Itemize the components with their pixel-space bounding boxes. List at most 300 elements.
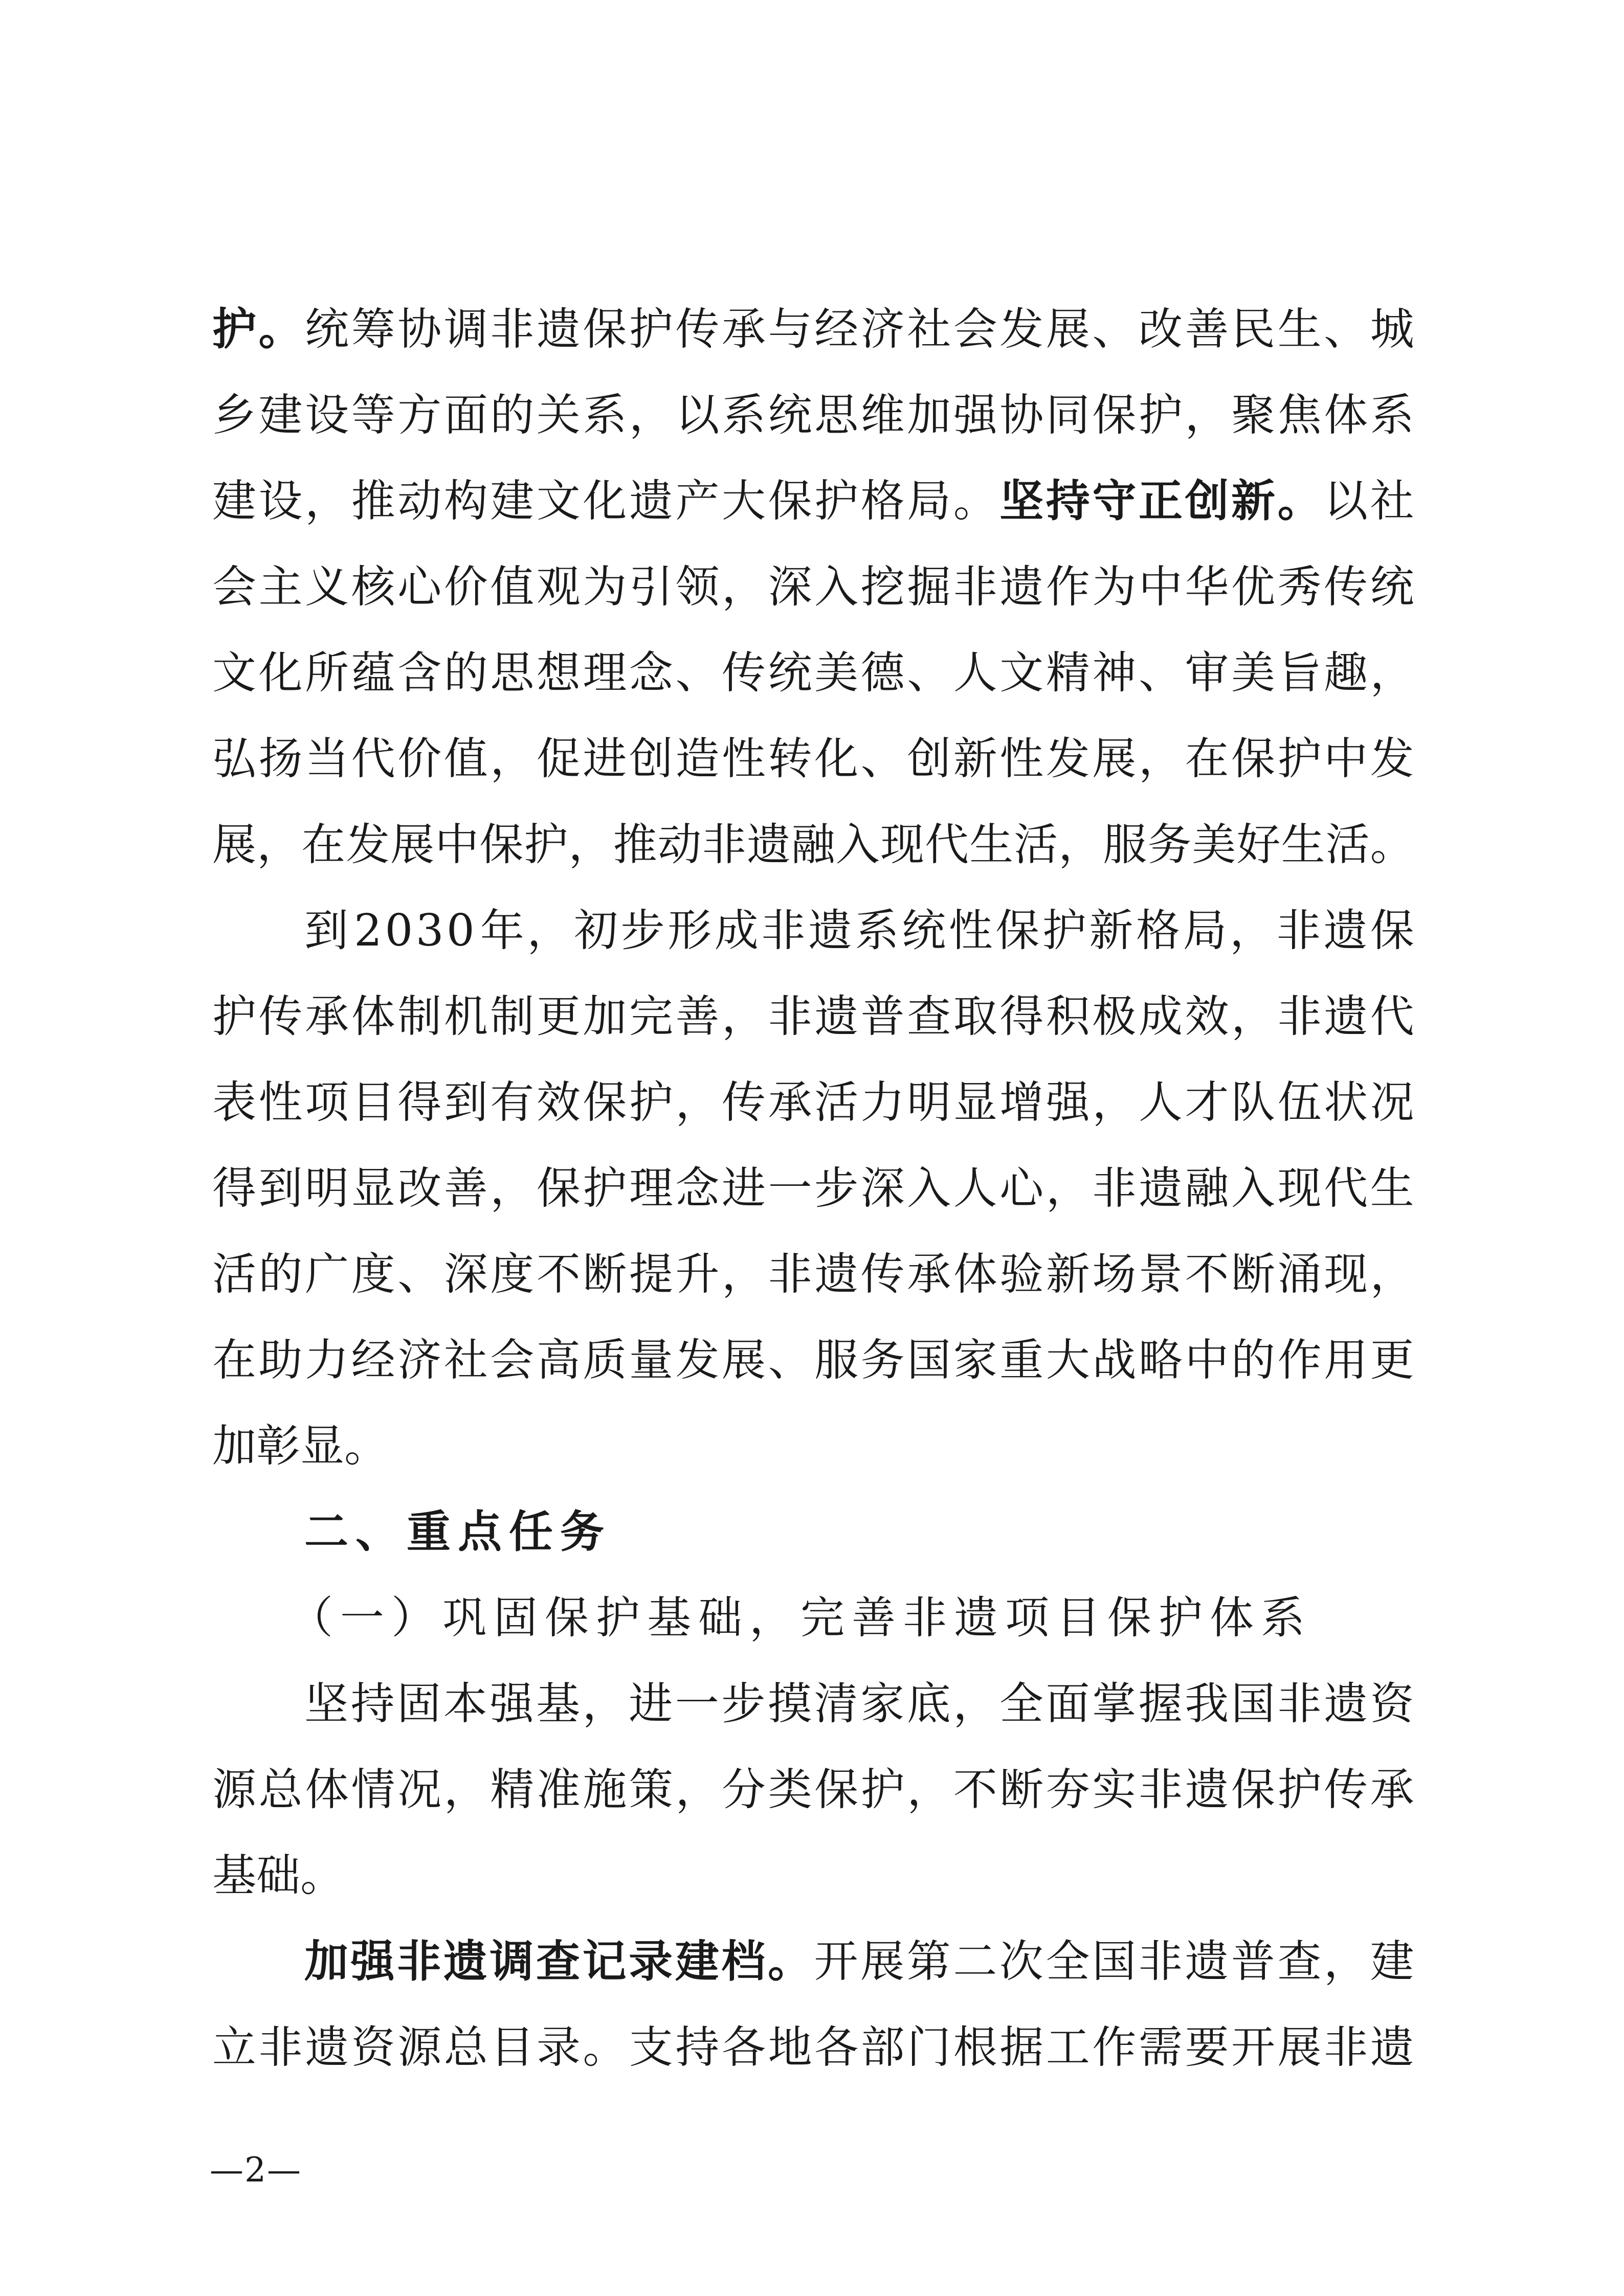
char: 维 [860,390,905,441]
char: 为 [583,561,627,613]
char: 系 [1370,390,1414,441]
char: 遗 [814,1249,859,1300]
char: 夯 [1045,1764,1090,1815]
char: 显 [953,1077,997,1128]
char: 强 [1045,1077,1090,1128]
char: 作 [1045,561,1090,613]
char: 心 [397,561,442,613]
char: 初 [574,905,618,956]
char: ， [1370,1249,1414,1300]
char: 大 [1045,1335,1090,1386]
text-line [212,286,1414,372]
char: 展 [212,819,256,870]
char: 查 [907,991,951,1042]
char: 创 [629,733,673,784]
char: 局 [1183,905,1227,956]
char: 进 [583,733,627,784]
char: 遗 [1370,2022,1414,2073]
text-line [212,1145,1414,1231]
char: 护 [524,819,568,870]
char: 效 [1185,991,1229,1042]
char: 经 [351,1335,395,1386]
char: 更 [1370,1335,1414,1386]
char: 。 [953,476,997,527]
char: 第 [906,1936,951,1987]
char: 性 [722,733,766,784]
char: 成 [1138,991,1183,1042]
char: 主 [258,561,303,613]
char: 全 [1045,1936,1090,1987]
char: ， [1185,390,1229,441]
char: 度 [490,1249,535,1300]
char: 动 [397,476,442,527]
text-line [212,1747,1414,1833]
char: ， [1045,1163,1090,1214]
char: 保 [536,1163,581,1214]
char: 深 [860,1163,905,1214]
char: 支 [629,2022,673,2073]
char: 制 [397,991,442,1042]
char: 清 [814,1678,858,1729]
char: 社 [443,1335,488,1386]
char: 遗 [1324,991,1368,1042]
char: 本 [443,1678,487,1729]
char: ， [1324,1936,1368,1987]
char: 义 [305,561,349,613]
char: 入 [835,819,880,870]
char: 质 [583,1335,627,1386]
char: 趣 [1324,647,1368,699]
char: 民 [1231,304,1276,355]
char: 年 [480,905,524,956]
char: 人 [953,1163,997,1214]
char: 到 [443,1077,488,1128]
char: 文 [999,647,1044,699]
char: 济 [860,304,905,355]
char: 性 [999,733,1044,784]
char: 显 [351,1163,395,1214]
char: 代 [351,733,395,784]
char: ， [582,1678,627,1729]
char: 现 [1277,1163,1322,1214]
char: ， [257,819,301,870]
char: ， [675,1077,720,1128]
char: 非 [1138,1936,1183,1987]
char: 普 [1231,1936,1275,1987]
char: 非 [258,2022,303,2073]
char: 广 [305,1249,349,1300]
char: 。 [583,2022,627,2073]
char: 、 [860,733,905,784]
char: 传 [860,1249,905,1300]
char: 准 [536,1764,581,1815]
char: 强 [490,1678,534,1729]
char: 为 [1092,561,1137,613]
char: 国 [907,1335,951,1386]
char: 改 [397,1163,442,1214]
char: 持 [675,2022,720,2073]
char: 化 [258,647,303,699]
char: 传 [722,1077,766,1128]
char: 总 [443,2022,488,2073]
char: 得 [397,1077,442,1128]
char: 构 [443,476,488,527]
char: 据 [999,2022,1044,2073]
char: 地 [768,2022,812,2073]
text-line [212,1919,1414,2005]
char: 美 [1192,819,1236,870]
char: 高 [536,1335,581,1386]
char: 要 [1185,2022,1229,2073]
char: 融 [791,819,835,870]
char: 情 [351,1764,395,1815]
char: ， [722,561,766,613]
char: 弘 [212,733,256,784]
char: 想 [536,647,581,699]
char: 的 [490,390,535,441]
text-line [212,1833,1414,1919]
bold-char: 。 [1277,476,1322,527]
char: 加 [212,1421,256,1472]
char: 不 [1185,1249,1229,1300]
char: 护 [629,304,673,355]
char: ， [1231,991,1276,1042]
char: 美 [1231,647,1276,699]
char: 文 [536,476,581,527]
char: 深 [768,561,812,613]
char: 步 [721,1678,766,1729]
text-line [212,1231,1414,1317]
char: 有 [490,1077,535,1128]
char: 保 [1092,390,1137,441]
char: 。 [300,1850,344,1901]
text-line [212,1317,1414,1403]
char: 遗 [1138,1163,1183,1214]
char: 遗 [808,905,852,956]
char: 需 [1138,2022,1183,2073]
char: 传 [675,304,720,355]
char: 活 [814,1077,859,1128]
text-line [212,974,1414,1060]
char: 极 [1092,991,1137,1042]
char: 生 [969,819,1014,870]
paragraph-group-top [212,286,1414,1489]
char: 加 [907,390,951,441]
char: 文 [212,647,256,699]
char: 非 [768,991,812,1042]
bold-char: 。 [258,304,303,355]
char: 的 [1231,1335,1276,1386]
char: 断 [1231,1249,1276,1300]
char: 新 [1089,905,1133,956]
char: 生 [1370,1163,1414,1214]
char: 引 [629,561,673,613]
char: 善 [1185,304,1229,355]
text-line [212,544,1414,630]
char: 展 [1277,2022,1322,2073]
char: 承 [722,304,766,355]
char: 更 [536,991,581,1042]
char: 涌 [1277,1249,1322,1300]
char: 建 [490,476,535,527]
char: 场 [1092,1249,1137,1300]
char: 会 [490,1335,535,1386]
char: 非 [1324,2022,1368,2073]
text-line [212,1403,1414,1489]
char: 等 [351,390,395,441]
char: 到 [304,905,348,956]
char: 传 [1324,1764,1368,1815]
char: 体 [1324,390,1368,441]
char: 承 [907,1249,951,1300]
char: 协 [397,304,442,355]
char: 础 [256,1850,300,1901]
char: 统 [902,905,946,956]
char: 护 [1138,390,1183,441]
char: 步 [620,905,665,956]
char: 机 [443,991,488,1042]
char: 代 [925,819,969,870]
char: 统 [305,304,349,355]
char: 握 [1138,1678,1183,1729]
char: 、 [1092,304,1137,355]
char: 掌 [1092,1678,1137,1729]
char: 传 [1324,561,1368,613]
bold-char: 创 [1185,476,1229,527]
bold-char: 查 [536,1936,580,1987]
char: 得 [999,991,1044,1042]
char: 深 [443,1249,488,1300]
section-heading: 二、重点任务 [304,1506,611,1558]
char: 国 [1231,1678,1275,1729]
paragraph [212,1661,1414,1919]
char: 护 [1277,733,1322,784]
char: 传 [258,991,303,1042]
char: 护 [1277,1764,1322,1815]
char: 代 [1370,991,1414,1042]
char: 遗 [629,476,673,527]
char: ， [675,1764,720,1815]
char: 德 [860,647,905,699]
char: 工 [1045,2022,1090,2073]
char: 力 [860,1077,905,1128]
char: 念 [675,1163,720,1214]
char: 的 [258,1249,303,1300]
char: 改 [1138,304,1183,355]
char: 形 [668,905,712,956]
bold-char: 建 [675,1936,719,1987]
text-line [212,1060,1414,1145]
char: 观 [536,561,581,613]
char: 入 [907,1163,951,1214]
char: ， [1058,819,1103,870]
char: 以 [1324,476,1368,527]
char: 保 [583,304,627,355]
char: ， [722,1249,766,1300]
char: 基 [212,1850,256,1901]
char: 、 [397,1249,442,1300]
char: 价 [443,561,488,613]
char: 伍 [1277,1077,1322,1128]
char: 的 [443,647,488,699]
char: 建 [258,390,303,441]
char: 源 [212,1764,256,1815]
char: 门 [907,2022,951,2073]
char: 加 [583,991,627,1042]
char: 一 [768,1163,812,1214]
char: 次 [999,1936,1043,1987]
char: 才 [1185,1077,1229,1128]
char: 蕴 [351,647,395,699]
char: 护 [814,476,859,527]
char: 现 [1324,1249,1368,1300]
char: 坚 [304,1678,348,1729]
char: 值 [443,733,488,784]
char: 彰 [256,1421,300,1472]
char: 各 [722,2022,766,2073]
char: 设 [305,390,349,441]
char: 发 [1045,733,1090,784]
char: 转 [768,733,812,784]
char: 不 [536,1249,581,1300]
char: 作 [1277,1335,1322,1386]
char: 遗 [999,561,1044,613]
char: 进 [629,1678,673,1729]
char: 方 [397,390,442,441]
char: 量 [629,1335,673,1386]
char: 聚 [1231,390,1276,441]
char: ， [305,476,349,527]
char: 入 [1231,1163,1276,1214]
char: 创 [907,733,951,784]
char: 0 [447,905,475,956]
char: 不 [953,1764,997,1815]
char: 家 [953,1335,997,1386]
char: 统 [768,647,812,699]
char: ， [527,905,571,956]
char: 承 [768,1077,812,1128]
char: 非 [1092,1163,1137,1214]
char: 升 [675,1249,720,1300]
char: 系 [855,905,899,956]
char: 美 [814,647,859,699]
char: 中 [1185,1335,1229,1386]
char: 保 [995,905,1040,956]
char: 乡 [212,390,256,441]
char: 化 [583,476,627,527]
char: ， [1138,733,1183,784]
bold-char: 强 [350,1936,395,1987]
paragraph [212,888,1414,1489]
char: 在 [1185,733,1229,784]
char: 化 [814,733,859,784]
char: 活 [1325,819,1370,870]
char: 务 [860,1335,905,1386]
bold-char: 档 [721,1936,766,1987]
char: 体 [351,991,395,1042]
char: 念 [629,647,673,699]
char: 摸 [767,1678,812,1729]
char: 与 [768,304,812,355]
char: 用 [1324,1335,1368,1386]
char: 断 [999,1764,1044,1815]
char: 审 [1185,647,1229,699]
char: 效 [536,1077,581,1128]
char: 步 [814,1163,859,1214]
char: 发 [1370,733,1414,784]
char: 系 [583,390,627,441]
bold-char: 护 [212,304,256,355]
char: 面 [1045,1678,1090,1729]
page-number: —2— [210,2150,302,2190]
subsection-heading: （一）巩固保护基础，完善非遗项目保护体系 [289,1592,1312,1644]
char: 促 [536,733,581,784]
char: 保 [814,1764,859,1815]
char: 推 [351,476,395,527]
char: 善 [675,991,720,1042]
char: 入 [814,561,859,613]
char: 查 [1277,1936,1322,1987]
char: 表 [212,1077,256,1128]
char: 旨 [1277,647,1322,699]
char: 遗 [305,2022,349,2073]
char: 以 [675,390,720,441]
char: 一 [675,1678,719,1729]
char: 护 [629,1077,673,1128]
char: 掘 [907,561,951,613]
char: 底 [906,1678,951,1729]
bold-char: 新 [1231,476,1276,527]
char: 况 [1370,1077,1414,1128]
char: 制 [490,991,535,1042]
char: 焦 [1277,390,1322,441]
char: 体 [953,1249,997,1300]
char: 景 [1138,1249,1183,1300]
char: 录 [536,2022,581,2073]
bold-char: 加 [304,1936,348,1987]
char: 助 [258,1335,303,1386]
char: 产 [675,476,720,527]
char: 遗 [1185,1936,1229,1987]
char: 理 [629,1163,673,1214]
char: 保 [1231,733,1276,784]
char: 非 [768,1249,812,1300]
char: 城 [1370,304,1414,355]
char: 格 [1136,905,1181,956]
char: 非 [1138,1764,1183,1815]
char: 精 [1045,647,1090,699]
char: 源 [397,2022,442,2073]
char: ， [953,1678,997,1729]
char: 、 [907,647,951,699]
char: 善 [443,1163,488,1214]
char: 动 [657,819,702,870]
bold-char: 记 [582,1936,627,1987]
char: 开 [814,1936,858,1987]
char: 展 [390,819,435,870]
char: 展 [722,1335,766,1386]
char: 发 [999,304,1044,355]
char: 务 [1147,819,1192,870]
char: 护 [860,1764,905,1815]
paragraph [212,286,1414,888]
char: 人 [953,647,997,699]
char: 国 [1092,1936,1137,1987]
bold-char: 录 [629,1936,673,1987]
char: 代 [1324,1163,1368,1214]
char: 况 [397,1764,442,1815]
char: 显 [300,1421,344,1472]
